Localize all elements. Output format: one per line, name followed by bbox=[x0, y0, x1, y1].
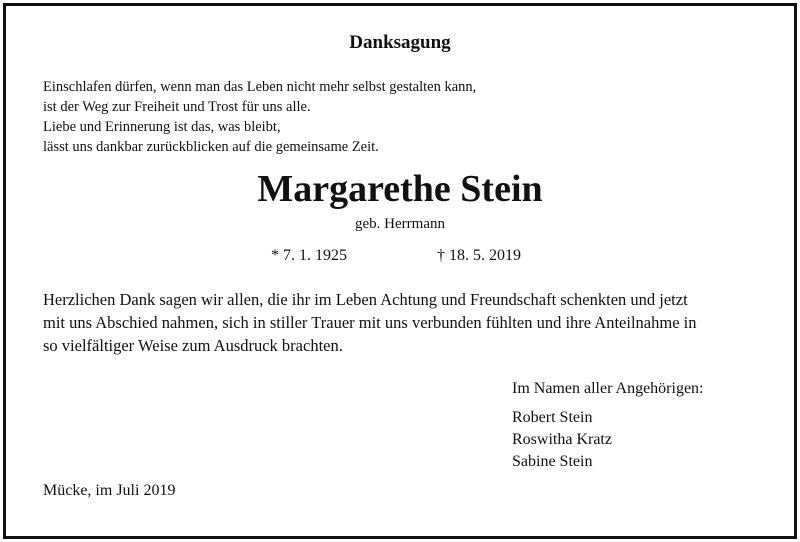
signatory-name: Robert Stein bbox=[512, 409, 593, 426]
thanks-line: so vielfältiger Weise zum Ausdruck brachten. bbox=[43, 336, 343, 355]
poem bbox=[43, 77, 476, 157]
poem-line: lässt uns dankbar zurückblicken auf die gemeinsame Zeit. bbox=[43, 139, 379, 155]
birth-date: * 7. 1. 1925 bbox=[271, 247, 347, 264]
death-date: † 18. 5. 2019 bbox=[437, 247, 521, 264]
birth-name: geb. Herrmann bbox=[355, 216, 445, 232]
notice-heading: Danksagung bbox=[349, 32, 451, 53]
poem-line: ist der Weg zur Freiheit und Trost für uns alle. bbox=[43, 99, 311, 115]
poem-line: Einschlafen dürfen, wenn man das Leben nicht mehr selbst gestalten kann, bbox=[43, 79, 477, 95]
on-behalf-line: Im Namen aller Angehörigen: bbox=[512, 380, 704, 397]
thanks-paragraph bbox=[43, 288, 697, 357]
place-date: Mücke, im Juli 2019 bbox=[43, 482, 176, 499]
thanks-line: Herzlichen Dank sagen wir allen, die ihr im Leben Achtung und Freundschaft schenkten und jetzt bbox=[43, 290, 688, 309]
signatories-list bbox=[512, 407, 612, 473]
signatory-name: Roswitha Kratz bbox=[512, 431, 612, 448]
deceased-name: Margarethe Stein bbox=[257, 168, 543, 210]
poem-line: Liebe und Erinnerung ist das, was bleibt, bbox=[43, 119, 281, 135]
signatory-name: Sabine Stein bbox=[512, 453, 593, 470]
thanks-line: mit uns Abschied nahmen, sich in stiller Trauer mit uns verbunden fühlten und ihre Anteilnahme in bbox=[43, 313, 697, 332]
